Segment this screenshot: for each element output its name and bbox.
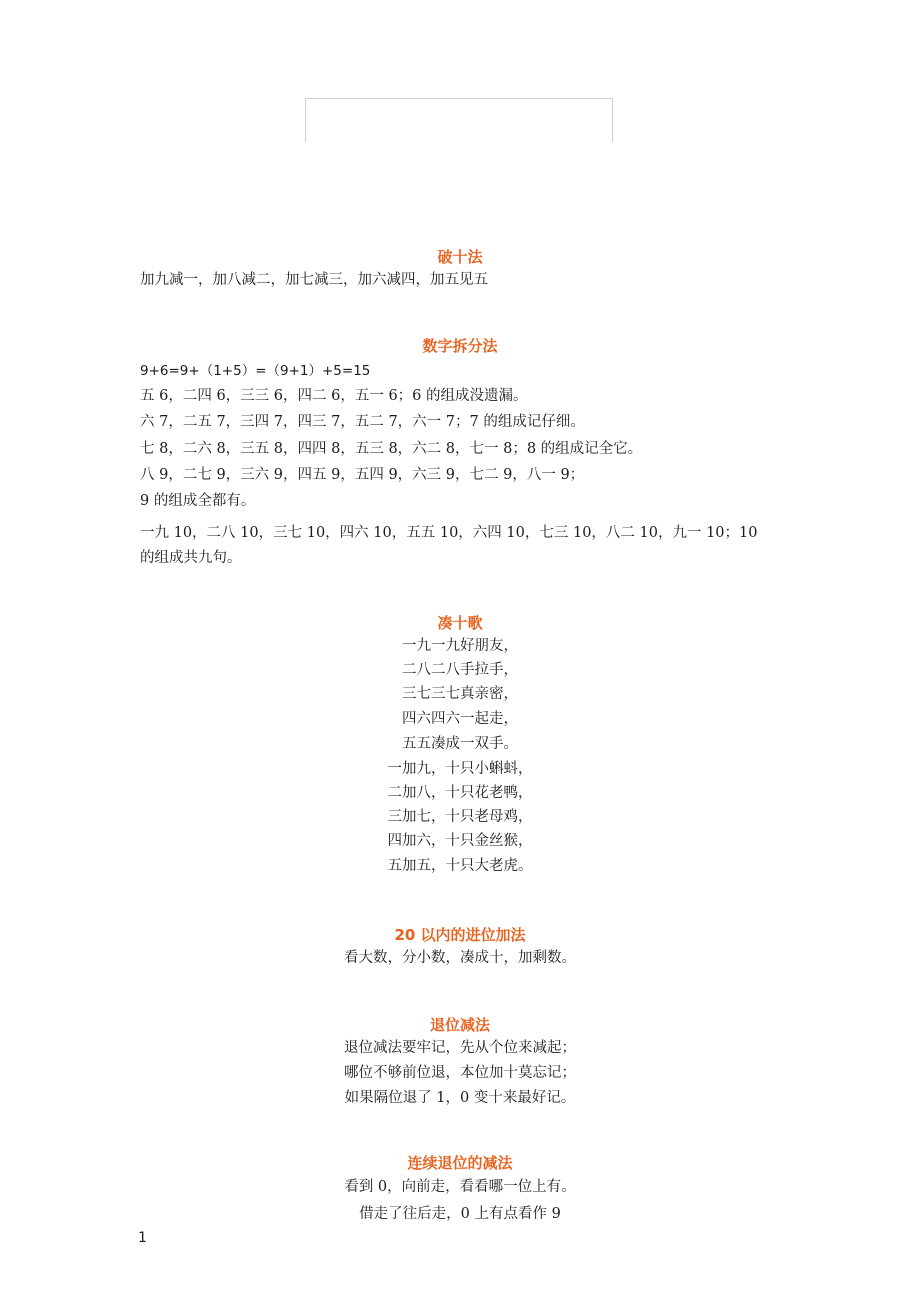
poem-line: 五加五，十只大老虎。: [387, 858, 533, 874]
poem-line: 四加六，十只金丝猴，: [387, 833, 533, 849]
rule-line: 哪位不够前位退，本位加十莫忘记；: [344, 1065, 576, 1081]
header-frame: [305, 98, 613, 142]
text-line: 一九 10，二八 10，三七 10，四六 10，五五 10，六四 10，七三 10，八二 10，九一 10；10: [140, 525, 758, 541]
poem-line: 二八二八手拉手，: [402, 662, 518, 678]
poem-line: 四六四六一起走，: [402, 711, 518, 727]
rule-line: 看大数，分小数，凑成十，加剩数。: [344, 950, 576, 966]
text-line: 五 6，二四 6，三三 6，四二 6，五一 6；6 的组成没遗漏。: [140, 388, 528, 404]
text-line: 9 的组成全都有。: [140, 493, 256, 509]
poem-line: 二加八，十只花老鸭，: [387, 785, 533, 801]
text-line: 的组成共九句。: [140, 550, 242, 566]
poem-line: 一加九，十只小蝌蚪，: [387, 761, 533, 777]
poem-line: 三加七，十只老母鸡，: [387, 809, 533, 825]
text-line: 七 8，二六 8，三五 8，四四 8，五三 8，六二 8，七一 8；8 的组成记全它。: [140, 441, 643, 457]
section-title-jin-wei: 20 以内的进位加法: [394, 926, 526, 944]
rule-line: 退位减法要牢记，先从个位来减起；: [344, 1040, 576, 1056]
rule-line: 如果隔位退了 1，0 变十来最好记。: [344, 1090, 576, 1106]
text-line: 9+6=9+（1+5）=（9+1）+5=15: [140, 363, 371, 379]
rule-line: 借走了往后走，0 上有点看作 9: [359, 1206, 561, 1222]
text-line: 加九减一，加八减二，加七减三，加六减四，加五见五: [140, 272, 488, 288]
poem-line: 一九一九好朋友，: [402, 638, 518, 654]
text-line: 六 7，二五 7，三四 7，四三 7，五二 7，六一 7；7 的组成记仔细。: [140, 414, 585, 430]
poem-line: 三七三七真亲密，: [402, 686, 518, 702]
section-title-lian-xu: 连续退位的减法: [407, 1154, 513, 1172]
section-title-cou-shi: 凑十歌: [437, 614, 483, 632]
section-title-tui-wei: 退位减法: [429, 1016, 490, 1034]
section-title-chai-fen: 数字拆分法: [422, 337, 498, 355]
rule-line: 看到 0，向前走，看看哪一位上有。: [344, 1179, 576, 1195]
section-title-po-shi: 破十法: [437, 248, 483, 266]
text-line: 八 9，二七 9，三六 9，四五 9，五四 9，六三 9，七二 9，八一 9；: [140, 467, 585, 483]
poem-line: 五五凑成一双手。: [402, 736, 518, 752]
page-number: 1: [138, 1230, 147, 1246]
